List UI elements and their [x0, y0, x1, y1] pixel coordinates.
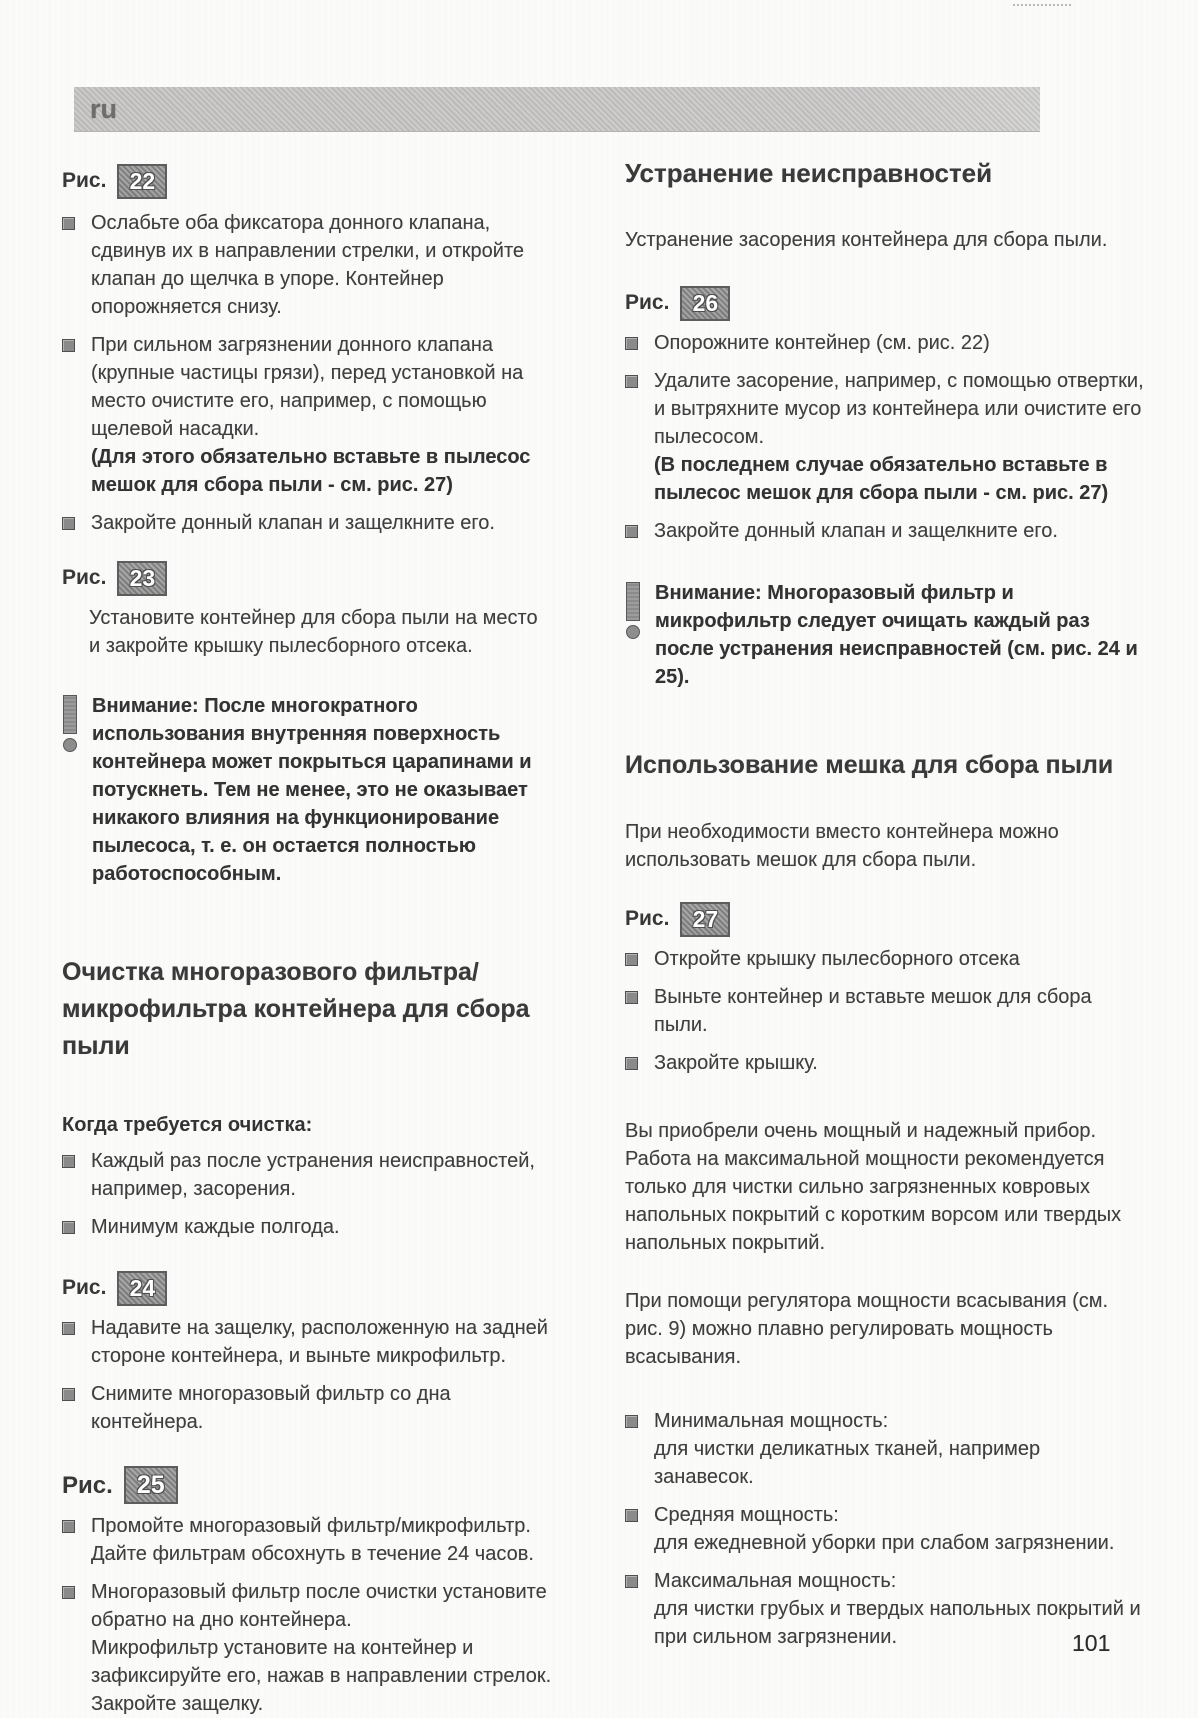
warning-text: Внимание: После многократного использования внутренняя поверхность контейнера может покрыться царапинами и потускнеть. Тем не менее, это не оказывает никакого влияния на функционирование пылесоса, т. е. он остается полностью работоспособным. [92, 695, 532, 885]
bullet-text: Выньте контейнер и вставьте мешок для сбора пыли. [654, 986, 1092, 1036]
bullet-square-icon [62, 1155, 75, 1168]
section-title-dustbag: Использование мешка для сбора пыли [625, 751, 1114, 779]
warning-note [62, 692, 552, 888]
list-item [625, 1567, 1145, 1651]
bullet-square-icon [62, 1520, 75, 1533]
list-item [625, 329, 1145, 357]
troubleshooting-intro: Устранение засорения контейнера для сбора пыли. [625, 229, 1108, 251]
list-item [62, 1213, 552, 1241]
figure-label: Рис. [62, 1276, 107, 1299]
bullet-text: Закройте донный клапан и защелкните его. [654, 520, 1058, 542]
section-title-cleaning: Очистка многоразового фильтра/микрофильтра контейнера для сбора пыли [62, 958, 530, 1060]
figure-26-steps [625, 329, 1145, 545]
figure-23-paragraph: Установите контейнер для сбора пыли на место и закройте крышку пылесборного отсека. [89, 607, 538, 657]
list-item [62, 331, 552, 499]
bullet-square-icon [625, 1057, 638, 1070]
list-item [62, 1512, 552, 1568]
figure-ref-23 [62, 555, 552, 590]
figure-ref-22 [62, 158, 552, 193]
power-levels-list [625, 1407, 1145, 1651]
bullet-text: Ослабьте оба фиксатора донного клапана, сдвинув их в направлении стрелки, и откройте клапан до щелчка в упоре. Контейнер опорожняется снизу. [91, 212, 524, 318]
figure-24-steps [62, 1314, 552, 1436]
bullet-square-icon [62, 339, 75, 352]
power-level-desc: для ежедневной уборки при слабом загрязнении. [654, 1532, 1115, 1554]
power-level-desc: для чистки деликатных тканей, например занавесок. [654, 1438, 1041, 1488]
figure-number-badge: 25 [124, 1466, 178, 1504]
bullet-text: Опорожните контейнер (см. рис. 22) [654, 332, 990, 354]
list-item [62, 1147, 552, 1203]
power-paragraph-2: При помощи регулятора мощности всасывания (см. рис. 9) можно плавно регулировать мощность всасывания. [625, 1290, 1109, 1368]
bullet-square-icon [625, 375, 638, 388]
list-item [625, 1049, 1145, 1077]
power-level-title: Минимальная мощность: [654, 1410, 889, 1432]
bullet-text: При сильном загрязнении донного клапана (крупные частицы грязи), перед установкой на место очистите его, например, с помощью щелевой насадки. [91, 334, 524, 440]
bullet-text: Каждый раз после устранения неисправностей, например, засорения. [91, 1150, 535, 1200]
bullet-text: Снимите многоразовый фильтр со дна контейнера. [91, 1383, 451, 1433]
figure-ref-24 [62, 1265, 552, 1300]
power-level-title: Максимальная мощность: [654, 1570, 897, 1592]
bullet-text: Многоразовый фильтр после очистки установите обратно на дно контейнера. [91, 1581, 547, 1631]
bullet-square-icon [625, 1415, 638, 1428]
list-item [62, 1380, 552, 1436]
exclamation-icon [625, 582, 641, 691]
bullet-square-icon [62, 1221, 75, 1234]
left-column [62, 0, 552, 1718]
list-item [625, 1407, 1145, 1491]
bullet-text: Дайте фильтрам обсохнуть в течение 24 часов. [91, 1543, 534, 1565]
bullet-square-icon [625, 1575, 638, 1588]
list-item [625, 945, 1145, 973]
bullet-square-icon [62, 217, 75, 230]
bullet-square-icon [625, 525, 638, 538]
figure-ref-25 [62, 1460, 552, 1498]
bullet-square-icon [625, 991, 638, 1004]
list-item [62, 1578, 552, 1718]
figure-number-badge: 26 [680, 286, 730, 321]
bullet-text-bold: (В последнем случае обязательно вставьте в пылесос мешок для сбора пыли - см. рис. 27) [654, 454, 1109, 504]
bullet-text: Микрофильтр установите на контейнер и зафиксируйте его, нажав в направлении стрелок. Закройте защелку. [91, 1637, 552, 1715]
bullet-text-bold: (Для этого обязательно вставьте в пылесос мешок для сбора пыли - см. рис. 27) [91, 446, 531, 496]
dustbag-intro: При необходимости вместо контейнера можно использовать мешок для сбора пыли. [625, 821, 1059, 871]
figure-label: Рис. [62, 566, 107, 589]
page-number: 101 [1072, 1630, 1111, 1656]
figure-number-badge: 22 [117, 164, 167, 199]
bullet-text: Минимум каждые полгода. [91, 1216, 340, 1238]
warning-text: Внимание: Многоразовый фильтр и микрофильтр следует очищать каждый раз после устранения неисправностей (см. рис. 24 и 25). [655, 582, 1138, 688]
bullet-text: Откройте крышку пылесборного отсека [654, 948, 1020, 970]
list-item [62, 509, 552, 537]
list-item [625, 983, 1145, 1039]
list-item [62, 1314, 552, 1370]
warning-note [625, 579, 1145, 691]
list-item [625, 1501, 1145, 1557]
section-title-troubleshooting: Устранение неисправностей [625, 158, 993, 188]
bullet-square-icon [62, 1388, 75, 1401]
figure-ref-26 [625, 280, 1145, 315]
power-level-title: Средняя мощность: [654, 1504, 839, 1526]
when-cleaning-list [62, 1147, 552, 1241]
list-item [625, 367, 1145, 507]
figure-label: Рис. [625, 291, 670, 314]
figure-25-steps [62, 1512, 552, 1718]
list-item [62, 209, 552, 321]
bullet-square-icon [62, 1586, 75, 1599]
figure-label: Рис. [625, 907, 670, 930]
list-item [625, 517, 1145, 545]
figure-label: Рис. [62, 169, 107, 192]
bullet-square-icon [625, 1509, 638, 1522]
power-level-desc: для чистки грубых и твердых напольных покрытий и при сильном загрязнении. [654, 1598, 1141, 1648]
figure-27-steps [625, 945, 1145, 1077]
exclamation-icon [62, 695, 78, 888]
bullet-square-icon [625, 953, 638, 966]
figure-number-badge: 24 [117, 1271, 167, 1306]
bullet-text: Надавите на защелку, расположенную на задней стороне контейнера, и выньте микрофильтр. [91, 1317, 548, 1367]
language-tag: ru [90, 93, 117, 124]
figure-label: Рис. [62, 1472, 113, 1499]
figure-number-badge: 27 [680, 902, 730, 937]
bullet-text: Закройте крышку. [654, 1052, 818, 1074]
bullet-text: Закройте донный клапан и защелкните его. [91, 512, 495, 534]
when-cleaning-heading: Когда требуется очистка: [62, 1114, 313, 1136]
figure-22-steps [62, 209, 552, 537]
bullet-text: Удалите засорение, например, с помощью отвертки, и вытряхните мусор из контейнера или очистите его пылесосом. [654, 370, 1144, 448]
bullet-square-icon [62, 1322, 75, 1335]
right-column [625, 0, 1145, 1651]
bullet-text: Промойте многоразовый фильтр/микрофильтр. [91, 1515, 531, 1537]
figure-number-badge: 23 [117, 561, 167, 596]
bullet-square-icon [62, 517, 75, 530]
figure-ref-27 [625, 896, 1145, 931]
bullet-square-icon [625, 337, 638, 350]
power-paragraph-1: Вы приобрели очень мощный и надежный прибор. Работа на максимальной мощности рекомендуется только для чистки сильно загрязненных ковровых напольных покрытий с коротким ворсом или твердых напольных покрытий. [625, 1120, 1122, 1254]
